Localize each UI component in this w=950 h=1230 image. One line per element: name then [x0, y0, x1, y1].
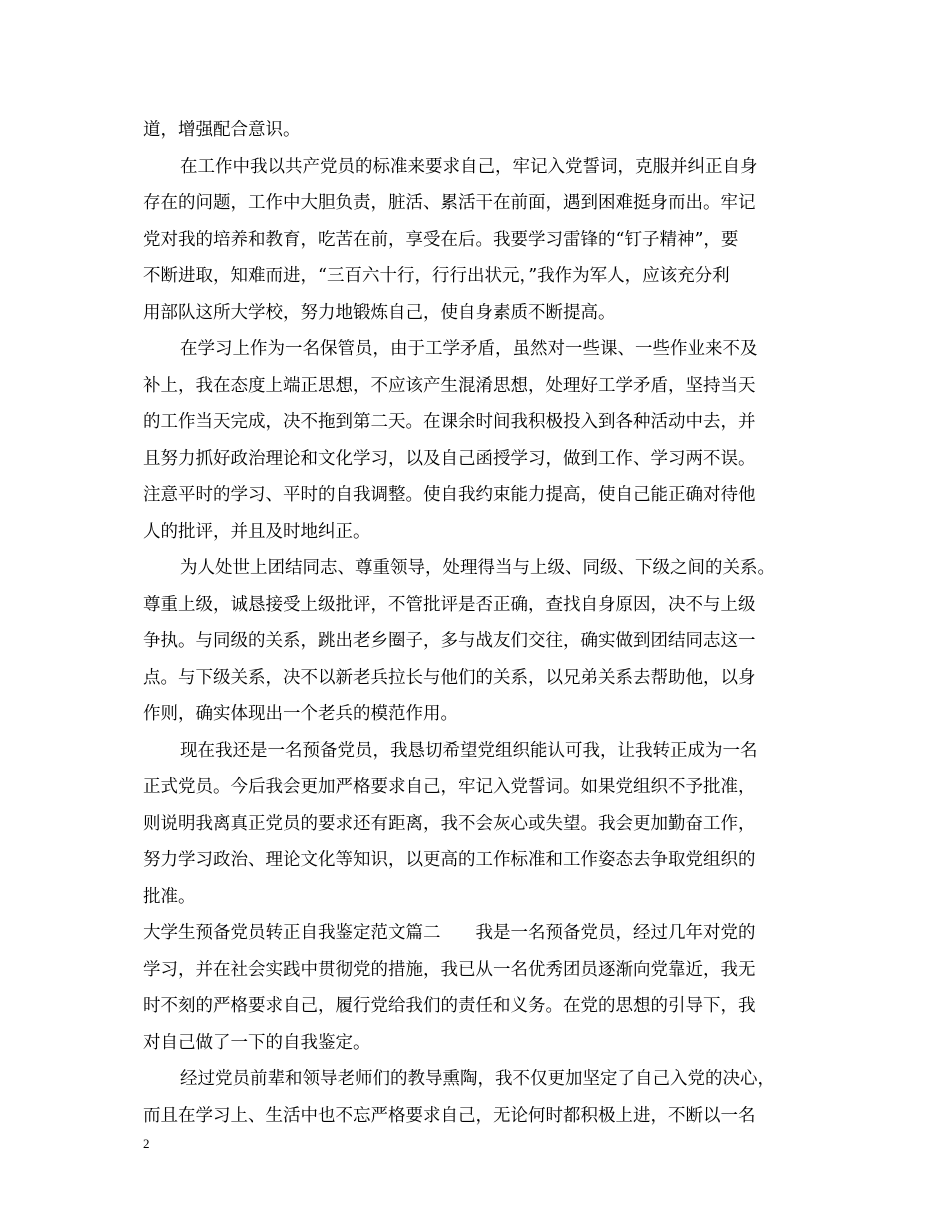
text-line: 批准。 [143, 886, 196, 907]
text-line: 而且在学习上、生活中也不忘严格要求自己，无论何时都积极上进，不断以一名 [143, 1105, 756, 1126]
text-line: 作则，确实体现出一个老兵的模范作用。 [143, 704, 458, 724]
text-line: 在工作中我以共产党员的标准来要求自己，牢记入党誓词，克服并纠正自身 [180, 156, 758, 177]
text-line: 尊重上级，诚恳接受上级批评，不管批评是否正确，查找自身原因，决不与上级 [143, 594, 756, 615]
text-line: 的工作当天完成，决不拖到第二天。在课余时间我积极投入到各种活动中去，并 [143, 412, 756, 432]
text-line: 点。与下级关系，决不以新老兵拉长与他们的关系，以兄弟关系去帮助他，以身 [143, 667, 756, 688]
text-line: 在学习上作为一名保管员，由于工学矛盾，虽然对一些课、一些作业来不及 [180, 339, 758, 359]
text-line: 人的批评，并且及时地纠正。 [143, 521, 371, 542]
text-line: 经过党员前辈和领导老师们的教导熏陶，我不仅更加坚定了自己入党的决心， [180, 1069, 775, 1089]
text-line: 努力学习政治、理论文化等知识，以更高的工作标准和工作姿态去争取党组织的 [143, 850, 756, 870]
text-line: 道，增强配合意识。 [143, 120, 301, 140]
text-line: 存在的问题，工作中大胆负责，脏活、累活干在前面，遇到困难挺身而出。牢记 [143, 193, 756, 213]
text-line: 争执。与同级的关系，跳出老乡圈子，多与战友们交往，确实做到团结同志这一 [143, 631, 756, 651]
text-line: 则说明我离真正党员的要求还有距离，我不会灰心或失望。我会更加勤奋工作， [143, 813, 756, 834]
text-line: 注意平时的学习、平时的自我调整。使自我约束能力提高，使自己能正确对待他 [143, 485, 756, 505]
text-line: 补上，我在态度上端正思想，不应该产生混淆思想，处理好工学矛盾，坚持当天 [143, 375, 756, 396]
text-line: 不断进取，知难而进，“三百六十行，行行出状元，”我作为军人，应该充分利 [143, 266, 730, 286]
text-line: 时不刻的严格要求自己，履行党给我们的责任和义务。在党的思想的引导下，我 [143, 996, 756, 1016]
page-number: 2 [143, 1136, 150, 1151]
heading-line: 大学生预备党员转正自我鉴定范文篇二 我是一名预备党员，经过几年对党的 [143, 923, 756, 943]
text-line: 党对我的培养和教育，吃苦在前，享受在后。我要学习雷锋的“钉子精神”，要 [143, 229, 739, 250]
text-line: 对自己做了一下的自我鉴定。 [143, 1032, 371, 1053]
text-line: 用部队这所大学校，努力地锻炼自己，使自身素质不断提高。 [143, 302, 616, 323]
text-line: 且努力抓好政治理论和文化学习，以及自己函授学习，做到工作、学习两不误。 [143, 448, 756, 469]
text-line: 正式党员。今后我会更加严格要求自己，牢记入党誓词。如果党组织不予批准， [143, 777, 756, 797]
text-line: 现在我还是一名预备党员，我恳切希望党组织能认可我，让我转正成为一名 [180, 740, 758, 761]
text-line: 为人处世上团结同志、尊重领导，处理得当与上级、同级、下级之间的关系。 [180, 558, 775, 578]
document-body [143, 112, 811, 1134]
text-line: 学习，并在社会实践中贯彻党的措施，我已从一名优秀团员逐渐向党靠近，我无 [143, 959, 756, 980]
